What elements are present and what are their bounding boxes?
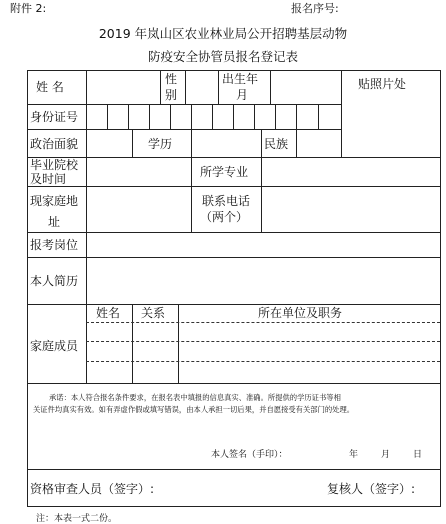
- gender-label-bottom: 别: [165, 88, 178, 102]
- phone-label-top: 联系电话: [202, 194, 251, 208]
- photo-placeholder: 贴照片处: [358, 77, 407, 91]
- pledge-text-line2: 关证件均真实有效。如有弄虚作假或填写错误，由本人承担一切后果，并自愿接受有关部门的处理。: [33, 405, 355, 414]
- political-status-label: 政治面貌: [30, 137, 79, 151]
- attachment-label: 附件 2:: [10, 2, 47, 15]
- family-unit-header: 所在单位及职务: [258, 306, 343, 320]
- position-label: 报考岗位: [30, 238, 79, 252]
- resume-label: 本人简历: [30, 274, 79, 288]
- form-title-line1: 2019 年岚山区农业林业局公开招聘基层动物: [98, 26, 348, 41]
- school-label-bottom: 及时间: [30, 172, 67, 186]
- reviewer-signature-label: 资格审查人员（签字）:: [30, 482, 155, 496]
- family-label: 家庭成员: [30, 339, 79, 353]
- major-label: 所学专业: [200, 165, 249, 179]
- id-number-label: 身份证号: [30, 110, 79, 124]
- serial-number-label: 报名序号:: [291, 2, 339, 15]
- education-label: 学历: [148, 137, 173, 151]
- address-label-bottom: 址: [48, 215, 61, 229]
- gender-label-top: 性: [165, 72, 178, 86]
- phone-label-bottom: （两个）: [200, 210, 249, 224]
- checker-signature-label: 复核人（签字）:: [327, 482, 416, 496]
- family-name-header: 姓名: [96, 306, 121, 320]
- ethnicity-label: 民族: [264, 137, 289, 151]
- birth-label-bottom: 月: [236, 88, 249, 102]
- pledge-text-line1: 承诺：本人符合报名条件要求，在报名表中填报的信息真实、准确。所提供的学历证书等相: [49, 393, 341, 402]
- birth-label-top: 出生年: [222, 72, 259, 86]
- footnote: 注：本表一式二份。: [36, 514, 118, 524]
- date-day-label: 日: [413, 450, 423, 460]
- date-year-label: 年: [349, 450, 359, 460]
- family-relation-header: 关系: [141, 306, 166, 320]
- address-label-top: 现家庭地: [30, 194, 79, 208]
- signature-label: 本人签名（手印）：: [211, 450, 288, 460]
- form-title-line2: 防疫安全协管员报名登记表: [147, 49, 298, 64]
- name-label: 姓 名: [36, 80, 64, 94]
- school-label-top: 毕业院校: [30, 158, 79, 172]
- date-month-label: 月: [381, 450, 391, 460]
